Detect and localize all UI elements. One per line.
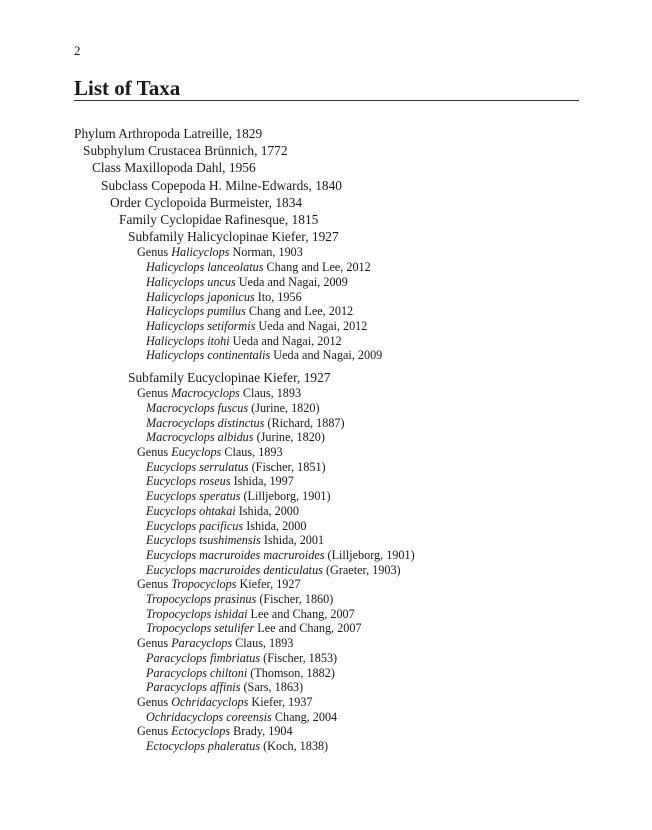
species-name: Eucyclops ohtakai [146,503,236,518]
taxon-species: Halicyclops pumilus Chang and Lee, 2012 [146,304,354,319]
taxon-species: Macrocyclops albidus (Jurine, 1820) [146,430,325,445]
taxon-species: Eucyclops pacificus Ishida, 2000 [146,518,307,533]
taxon-species: Paracyclops affinis (Sars, 1863) [146,680,304,695]
species-name: Paracyclops chiltoni [146,665,248,680]
taxon-species: Ectocyclops phaleratus (Koch, 1838) [146,739,329,753]
taxon-family: Family Cyclopidae Rafinesque, 1815 [119,212,319,227]
species-name: Halicyclops itohi [146,333,230,348]
taxon-species: Tropocyclops ishidai Lee and Chang, 2007 [146,606,355,621]
genus-name: Ectocyclops [171,724,231,739]
taxon-subfamily: Subfamily Eucyclopinae Kiefer, 1927 [128,370,331,385]
species-name: Tropocyclops setulifer [146,621,255,636]
species-name: Eucyclops macruroides macruroides [146,547,325,562]
species-name: Eucyclops pacificus [146,518,244,533]
genus-name: Halicyclops [171,245,230,260]
taxon-species: Eucyclops serrulatus (Fischer, 1851) [146,459,326,474]
species-name: Eucyclops roseus [146,474,231,489]
taxon-species: Eucyclops roseus Ishida, 1997 [146,474,294,489]
taxon-species: Eucyclops tsushimensis Ishida, 2001 [146,533,325,548]
page-number: 2 [74,43,81,58]
taxon-species: Macrocyclops distinctus (Richard, 1887) [146,415,345,430]
taxon-species: Macrocyclops fuscus (Jurine, 1820) [146,400,320,415]
species-name: Macrocyclops distinctus [146,415,265,430]
taxon-species: Halicyclops setiformis Ueda and Nagai, 2012 [146,318,368,333]
taxon-species: Halicyclops itohi Ueda and Nagai, 2012 [146,333,342,348]
taxon-species: Eucyclops macruroides macruroides (Lilljeborg, 1901) [146,547,415,562]
taxon-genus: Genus Paracyclops Claus, 1893 [137,636,294,651]
taxon-class: Class Maxillopoda Dahl, 1956 [92,160,256,176]
taxon-species: Paracyclops fimbriatus (Fischer, 1853) [146,650,338,665]
genus-name: Ochridacyclops [171,694,249,709]
title-rule [74,100,579,101]
genus-name: Tropocyclops [171,577,237,592]
taxon-order: Order Cyclopoida Burmeister, 1834 [110,194,303,210]
species-name: Tropocyclops prasinus [146,592,257,606]
species-name: Halicyclops pumilus [146,304,246,319]
species-name: Ectocyclops phaleratus [146,739,261,753]
taxon-species: Halicyclops uncus Ueda and Nagai, 2009 [146,274,348,289]
taxon-subfamily: Subfamily Halicyclopinae Kiefer, 1927 [128,229,339,245]
taxon-phylum: Phylum Arthropoda Latreille, 1829 [74,126,263,141]
taxon-species: Ochridacyclops coreensis Chang, 2004 [146,709,338,724]
genus-name: Paracyclops [171,636,233,651]
species-name: Macrocyclops albidus [146,430,254,445]
taxon-subclass: Subclass Copepoda H. Milne-Edwards, 1840 [101,177,342,193]
species-name: Eucyclops macruroides denticulatus [146,562,323,577]
species-name: Eucyclops speratus [146,489,241,504]
taxon-species: Eucyclops ohtakai Ishida, 2000 [146,503,299,518]
species-name: Ochridacyclops coreensis [146,709,272,724]
genus-name: Macrocyclops [171,386,240,401]
taxon-species: Tropocyclops setulifer Lee and Chang, 2007 [146,621,362,636]
species-name: Paracyclops fimbriatus [146,650,261,665]
taxon-genus: Genus Halicyclops Norman, 1903 [137,245,303,260]
species-name: Halicyclops lanceolatus [146,260,264,275]
species-name: Halicyclops setiformis [146,318,256,333]
taxon-genus: Genus Tropocyclops Kiefer, 1927 [137,577,301,592]
taxon-species: Halicyclops lanceolatus Chang and Lee, 2012 [146,260,371,275]
taxon-species: Eucyclops macruroides denticulatus (Graeter, 1903) [146,562,401,577]
species-name: Paracyclops affinis [146,680,241,695]
species-name: Halicyclops japonicus [146,289,255,304]
taxon-subphylum: Subphylum Crustacea Brünnich, 1772 [83,143,288,159]
taxon-genus: Genus Eucyclops Claus, 1893 [137,445,283,459]
taxon-genus: Genus Ochridacyclops Kiefer, 1937 [137,694,313,709]
taxon-species: Paracyclops chiltoni (Thomson, 1882) [146,665,335,680]
species-name: Halicyclops continentalis [146,348,271,363]
genus-name: Eucyclops [171,445,222,459]
species-name: Macrocyclops fuscus [146,400,249,415]
taxon-species: Eucyclops speratus (Lilljeborg, 1901) [146,489,331,504]
taxon-species: Halicyclops japonicus Ito, 1956 [146,289,302,304]
species-name: Eucyclops serrulatus [146,459,249,474]
taxon-species: Tropocyclops prasinus (Fischer, 1860) [146,592,334,606]
taxon-species: Halicyclops continentalis Ueda and Nagai, 2009 [146,348,383,363]
taxon-genus: Genus Ectocyclops Brady, 1904 [137,724,293,739]
page-title: List of Taxa [74,76,181,100]
species-name: Eucyclops tsushimensis [146,533,261,548]
species-name: Tropocyclops ishidai [146,606,248,621]
species-name: Halicyclops uncus [146,274,236,289]
taxon-genus: Genus Macrocyclops Claus, 1893 [137,386,302,401]
